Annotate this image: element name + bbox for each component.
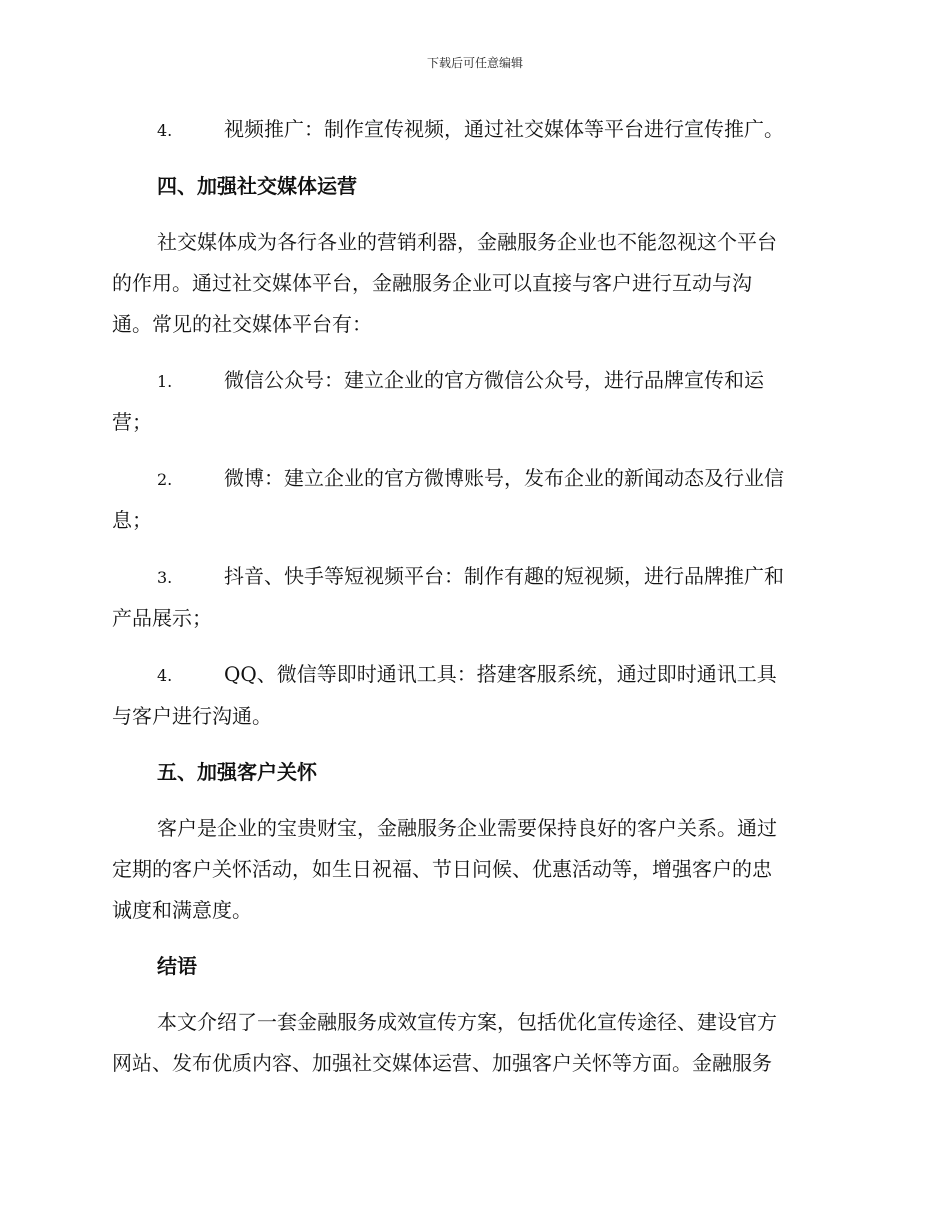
list-item-text: QQ、微信等即时通讯工具：搭建客服系统，通过即时通讯工具 xyxy=(224,662,777,686)
section-heading-social-media: 四、加强社交媒体运营 xyxy=(157,174,357,198)
paragraph-line: 的作用。通过社交媒体平台，金融服务企业可以直接与客户进行互动与沟 xyxy=(112,271,752,295)
list-item-text: 视频推广：制作宣传视频，通过社交媒体等平台进行宣传推广。 xyxy=(224,117,784,141)
section-heading-customer-care: 五、加强客户关怀 xyxy=(157,760,317,784)
list-item-video-promotion xyxy=(112,109,837,151)
list-number: 2. xyxy=(157,470,173,489)
document-body xyxy=(112,109,837,1099)
list-item-text: 抖音、快手等短视频平台：制作有趣的短视频，进行品牌推广和 xyxy=(224,564,784,588)
list-number: 4. xyxy=(157,666,173,685)
list-item-continuation: 产品展示； xyxy=(112,606,212,630)
list-item-text: 微博：建立企业的官方微博账号，发布企业的新闻动态及行业信 xyxy=(224,466,784,490)
list-item-instant-messaging xyxy=(112,654,837,737)
paragraph-social-media xyxy=(112,222,837,345)
list-number: 1. xyxy=(157,372,173,391)
list-item-continuation: 与客户进行沟通。 xyxy=(112,704,272,728)
paragraph-conclusion xyxy=(112,1002,837,1084)
list-number: 3. xyxy=(157,568,173,587)
list-item-wechat xyxy=(112,360,837,443)
paragraph-customer-care xyxy=(112,808,837,931)
list-item-short-video xyxy=(112,556,837,639)
paragraph-line: 网站、发布优质内容、加强社交媒体运营、加强客户关怀等方面。金融服务 xyxy=(112,1051,772,1075)
list-number: 4. xyxy=(157,121,173,140)
paragraph-line: 定期的客户关怀活动，如生日祝福、节日问候、优惠活动等，增强客户的忠 xyxy=(112,857,772,881)
list-item-continuation: 息； xyxy=(112,508,152,532)
list-item-weibo xyxy=(112,458,837,541)
section-heading-conclusion: 结语 xyxy=(157,954,197,978)
list-item-continuation: 营； xyxy=(112,410,152,434)
paragraph-line: 客户是企业的宝贵财宝，金融服务企业需要保持良好的客户关系。通过 xyxy=(157,816,777,840)
header-note: 下载后可任意编辑 xyxy=(426,56,523,70)
paragraph-line: 诚度和满意度。 xyxy=(112,898,252,922)
paragraph-line: 社交媒体成为各行各业的营销利器，金融服务企业也不能忽视这个平台 xyxy=(157,230,777,254)
list-item-text: 微信公众号：建立企业的官方微信公众号，进行品牌宣传和运 xyxy=(224,368,764,392)
paragraph-line: 通。常见的社交媒体平台有： xyxy=(112,312,372,336)
paragraph-line: 本文介绍了一套金融服务成效宣传方案，包括优化宣传途径、建设官方 xyxy=(157,1010,777,1034)
